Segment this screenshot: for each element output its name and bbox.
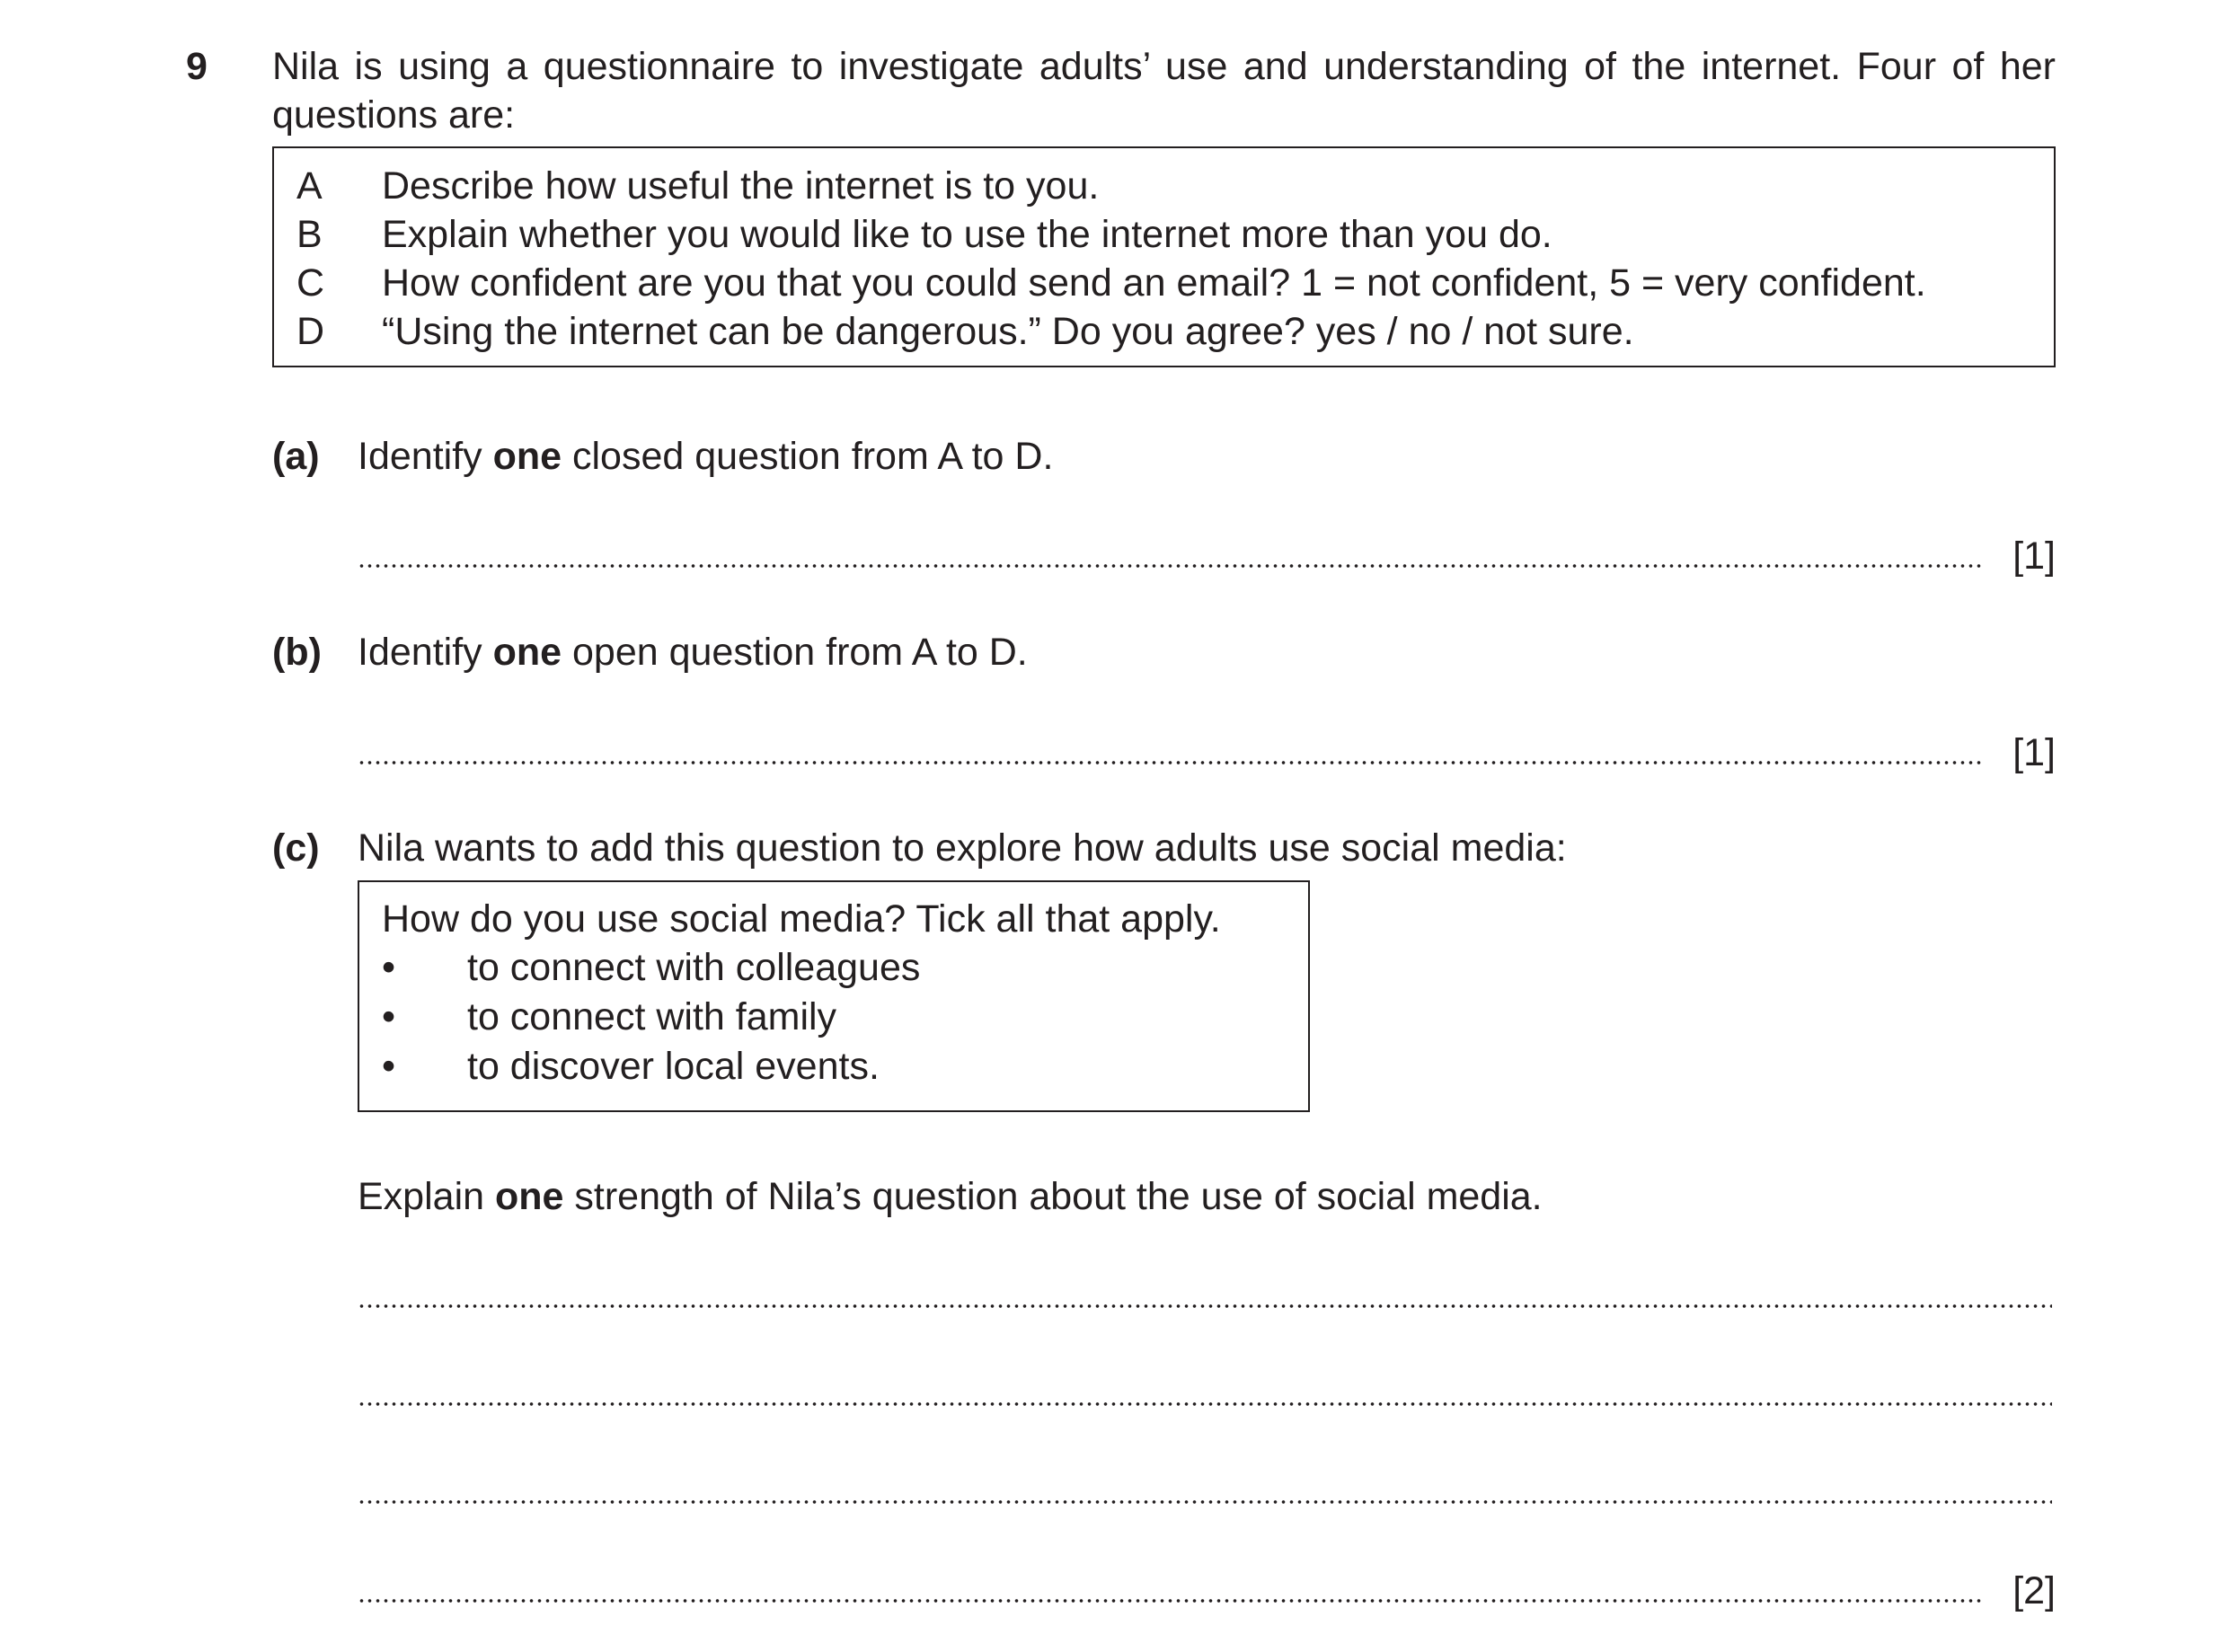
answer-line-c-2[interactable] xyxy=(358,1402,2052,1406)
part-b-keyword: one xyxy=(492,631,562,674)
question-text: Explain whether you would like to use the internet more than you do. xyxy=(382,213,1552,256)
bullet-icon: • xyxy=(382,1045,396,1088)
part-b-text-before: Identify xyxy=(358,631,493,674)
part-b-label: (b) xyxy=(272,631,322,674)
part-a-label: (a) xyxy=(272,435,320,478)
question-text: How confident are you that you could send an email? 1 = not confident, 5 = very confident. xyxy=(382,261,1926,305)
question-text: “Using the internet can be dangerous.” Do you agree? yes / no / not sure. xyxy=(382,310,1634,353)
part-a-text xyxy=(358,432,1053,481)
question-row-a xyxy=(274,162,2054,210)
part-c-prompt-after: strength of Nila’s question about the use of social media. xyxy=(563,1175,1543,1218)
part-c-label: (c) xyxy=(272,826,320,870)
bullet-icon: • xyxy=(382,995,396,1038)
question-letter: C xyxy=(296,261,325,305)
part-a-keyword: one xyxy=(492,435,562,478)
answer-line-b[interactable] xyxy=(358,761,1982,764)
part-a-text-before: Identify xyxy=(358,435,493,478)
marks-b: [1] xyxy=(2012,731,2056,774)
answer-line-c-1[interactable] xyxy=(358,1304,2052,1308)
question-stem: Nila is using a questionnaire to investigate adults’ use and understanding of the internet. Four of her questions are: xyxy=(272,45,2056,137)
marks-a: [1] xyxy=(2012,534,2056,578)
part-c-prompt-before: Explain xyxy=(358,1175,495,1218)
part-b-text xyxy=(358,628,1028,676)
social-media-question-title: How do you use social media? Tick all that apply. xyxy=(382,897,1221,941)
social-media-option-text: to connect with colleagues xyxy=(467,946,921,989)
question-letter: B xyxy=(296,213,323,256)
question-row-c xyxy=(274,259,2054,307)
answer-line-a[interactable] xyxy=(358,564,1982,568)
question-letter: A xyxy=(296,164,323,208)
question-letter: D xyxy=(296,310,325,353)
question-number: 9 xyxy=(186,45,208,88)
part-a-text-after: closed question from A to D. xyxy=(562,435,1054,478)
answer-line-c-3[interactable] xyxy=(358,1500,2052,1504)
marks-c: [2] xyxy=(2012,1569,2056,1612)
bullet-icon: • xyxy=(382,946,396,989)
social-media-question-box xyxy=(358,880,1310,1112)
part-c-keyword: one xyxy=(494,1175,564,1218)
questions-box xyxy=(272,146,2056,367)
answer-line-c-4[interactable] xyxy=(358,1599,1982,1603)
question-row-b xyxy=(274,210,2054,259)
question-row-d xyxy=(274,307,2054,356)
part-c-intro: Nila wants to add this question to explore how adults use social media: xyxy=(358,826,1567,870)
part-c-prompt xyxy=(358,1172,1543,1221)
part-b-text-after: open question from A to D. xyxy=(562,631,1028,674)
social-media-option-text: to connect with family xyxy=(467,995,837,1038)
social-media-option-text: to discover local events. xyxy=(467,1045,880,1088)
question-text: Describe how useful the internet is to you. xyxy=(382,164,1100,208)
